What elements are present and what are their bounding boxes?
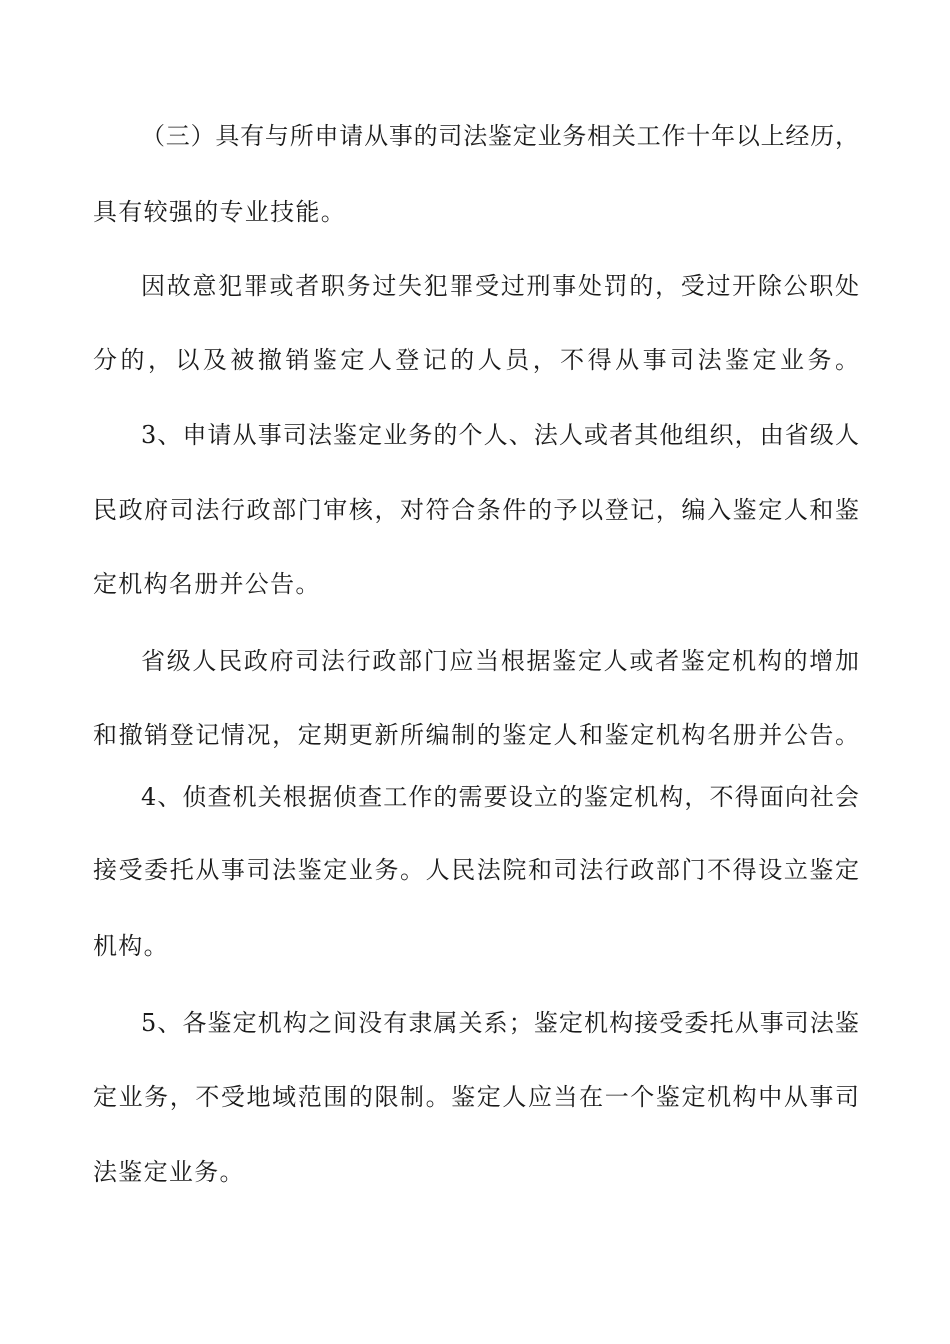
paragraph-line: 分的，以及被撤销鉴定人登记的人员，不得从事司法鉴定业务。 — [93, 346, 859, 374]
paragraph-line: 3、申请从事司法鉴定业务的个人、法人或者其他组织，由省级人 — [141, 421, 859, 449]
paragraph-line: 4、侦查机关根据侦查工作的需要设立的鉴定机构，不得面向社会 — [141, 783, 859, 811]
paragraph-line: （三）具有与所申请从事的司法鉴定业务相关工作十年以上经历， — [141, 122, 859, 150]
paragraph-line: 定机构名册并公告。 — [93, 570, 321, 598]
paragraph-line: 机构。 — [93, 932, 169, 960]
paragraph-line: 具有较强的专业技能。 — [93, 198, 346, 226]
paragraph-line: 民政府司法行政部门审核，对符合条件的予以登记，编入鉴定人和鉴 — [93, 496, 859, 524]
paragraph-line: 因故意犯罪或者职务过失犯罪受过刑事处罚的，受过开除公职处 — [141, 272, 859, 300]
paragraph-line: 接受委托从事司法鉴定业务。人民法院和司法行政部门不得设立鉴定 — [93, 856, 859, 884]
paragraph-line: 5、各鉴定机构之间没有隶属关系；鉴定机构接受委托从事司法鉴 — [141, 1009, 859, 1037]
paragraph-line: 省级人民政府司法行政部门应当根据鉴定人或者鉴定机构的增加 — [141, 647, 859, 675]
paragraph-line: 和撤销登记情况，定期更新所编制的鉴定人和鉴定机构名册并公告。 — [93, 721, 859, 749]
paragraph-line: 定业务，不受地域范围的限制。鉴定人应当在一个鉴定机构中从事司 — [93, 1083, 859, 1111]
paragraph-line: 法鉴定业务。 — [93, 1158, 245, 1186]
